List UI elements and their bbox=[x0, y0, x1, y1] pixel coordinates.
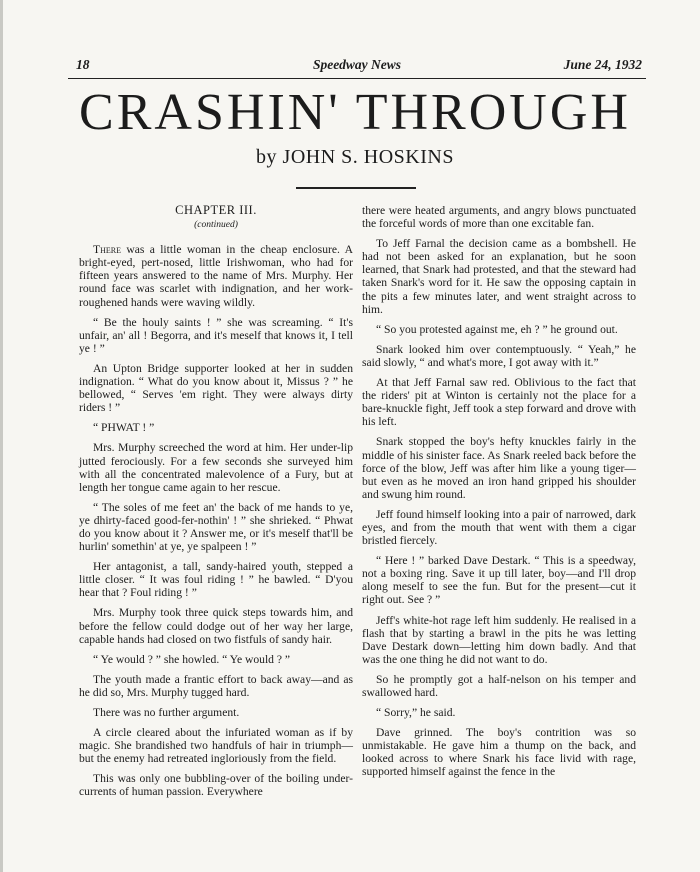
lead-word: There bbox=[93, 243, 121, 257]
paragraph: An Upton Bridge supporter looked at her in sudden indignation. “ What do you know about it, Missus ? ” he bellowed, “ Serves 'em right. They were always dirty riders ! ” bbox=[79, 361, 353, 415]
paragraph: Snark stopped the boy's hefty knuckles fairly in the middle of his sinister face. As Snark reeled back before the force of the blow, Jeff was after him like a young tiger—but even as he moved an iron hand gripped his shoulder and swung him round. bbox=[362, 435, 636, 501]
page-header bbox=[68, 56, 646, 79]
paragraph: “ Sorry,” he said. bbox=[376, 706, 456, 720]
paragraph: Mrs. Murphy took three quick steps towards him, and before the fellow could dodge out of her way her large, capable hands had closed on two fistfuls of sandy hair. bbox=[79, 606, 353, 646]
paragraph: Snark looked him over contemptuously. “ Yeah,” he said slowly, “ and what's more, I got away with it.” bbox=[362, 342, 636, 369]
paragraph: Dave grinned. The boy's contrition was so unmistakable. He gave him a thump on the back, and looked across to where Snark his face livid with rage, supported himself against the fence in the bbox=[362, 726, 636, 779]
right-column bbox=[362, 204, 636, 786]
scan-edge bbox=[0, 0, 3, 872]
paragraph: “ So you protested against me, eh ? ” he ground out. bbox=[376, 322, 618, 336]
continued-note: (continued) bbox=[194, 220, 238, 231]
story-title: CRASHIN' THROUGH bbox=[79, 84, 631, 141]
title-divider bbox=[296, 187, 416, 189]
paragraph: The youth made a frantic effort to back away—and as he did so, Mrs. Murphy tugged hard. bbox=[79, 672, 353, 699]
paragraph: “ Here ! ” barked Dave Destark. “ This is a speedway, not a boxing ring. Save it up till later, boy—and I'll drop along meself to see the fun. But for the present—cut it right out. See ? ” bbox=[362, 554, 636, 607]
paragraph: A circle cleared about the infuriated woman as if by magic. She brandished two handfuls of hair in triumph—but the enemy had retreated ingloriously from the field. bbox=[79, 726, 353, 766]
paragraph: Jeff's white-hot rage left him suddenly. He realised in a flash that by starting a brawl in the pits he was letting Dave Destark down—letting him down badly. And that was the one thing he did not want to do. bbox=[362, 613, 636, 666]
paragraph: “ PHWAT ! ” bbox=[93, 421, 155, 435]
paragraph: There was no further argument. bbox=[93, 706, 240, 719]
paragraph: there were heated arguments, and angry blows punctuated the forceful words of more than one excitable fan. bbox=[362, 204, 636, 231]
paragraph: Jeff found himself looking into a pair of narrowed, dark eyes, and from the mouth that went with them a cigar bristled fiercely. bbox=[362, 507, 636, 548]
chapter-heading: CHAPTER III. bbox=[175, 203, 257, 217]
paragraph: “ Ye would ? ” she howled. “ Ye would ? ” bbox=[93, 652, 291, 666]
paragraph bbox=[79, 243, 353, 308]
paragraph: So he promptly got a half-nelson on his temper and swallowed hard. bbox=[362, 672, 636, 699]
byline: by JOHN S. HOSKINS bbox=[256, 146, 454, 168]
lead-text: was a little woman in the cheap enclosure. A bright-eyed, pert-nosed, little Irishwoman, who had for fifteen years answered to the name of Mrs. Murphy. Her round face was scarlet with indignation, and her work-roughened hands were waving wildly. bbox=[79, 243, 353, 309]
paragraph: To Jeff Farnal the decision came as a bombshell. He had not been asked for an explanation, but he soon learned, that Snark had protested, and that the steward had taken Snark's word for it. He saw the opposing captain in the pits a few minutes later, and went straight across to him. bbox=[362, 237, 636, 316]
page-number: 18 bbox=[76, 57, 90, 72]
paragraph: Mrs. Murphy screeched the word at him. Her under-lip jutted ferociously. For a few seconds she surveyed him with all the concentrated malevolence of a Fury, but at length her tongue came again to her rescue. bbox=[79, 441, 353, 494]
issue-date: June 24, 1932 bbox=[563, 57, 642, 72]
paragraph: At that Jeff Farnal saw red. Oblivious to the fact that the riders' pit at Winton is certainly not the place for a bare-knuckle fight, Jeff took a step forward and drove with his left. bbox=[362, 376, 636, 429]
paragraph: Her antagonist, a tall, sandy-haired youth, stepped a little closer. “ It was foul riding ! ” he bawled. “ D'you hear that ? Foul riding ! ” bbox=[79, 560, 353, 600]
left-column bbox=[79, 204, 353, 806]
publication-name: Speedway News bbox=[312, 57, 402, 72]
paragraph: This was only one bubbling-over of the boiling under-currents of human passion. Everywhere bbox=[79, 772, 353, 799]
paragraph: “ The soles of me feet an' the back of me hands to ye, ye dhirty-faced good-fer-nothin' ! ” she shrieked. “ Phwat do you know about it ? Answer me, or it's meself that'll be hurlin' somethin' at ye, ye spalpeen ! ” bbox=[79, 500, 353, 554]
paragraph: “ Be the houly saints ! ” she was screaming. “ It's unfair, an' all ! Begorra, and it's meself that knows it, I tell ye ! ” bbox=[79, 315, 353, 355]
